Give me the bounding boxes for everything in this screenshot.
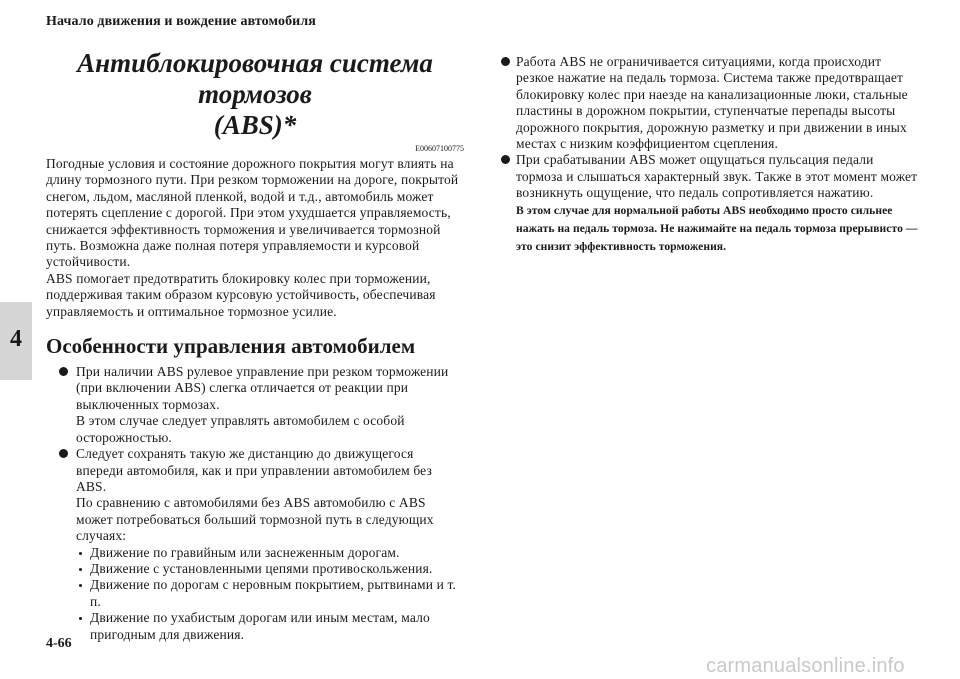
cases-list (76, 545, 464, 643)
bullet-icon (501, 57, 510, 66)
bullet-icon (59, 367, 68, 376)
section-tab-number: 4 (10, 326, 22, 352)
case-item: Движение по гравийным или заснеженным дорогам. (76, 545, 464, 561)
case-item: Движение с установленными цепями противоскольжения. (76, 561, 464, 577)
bullet-text: Работа ABS не ограничивается ситуациями, когда происходит резкое нажатие на педаль тормоза. Система также предотвращает блокировку колес при наезде на канализационные люки, стальные пластины в дорожном покрытии, ступенчатые перепады высоты дорожного покрытия, дорожную разметку и при движении в иных местах с низким коэффициентом сцепления. (516, 54, 908, 152)
left-column (46, 48, 464, 643)
page-title (46, 48, 464, 141)
bullet-icon (501, 155, 510, 164)
right-column (500, 54, 920, 257)
case-item: Движение по ухабистым дорогам или иным местам, мало пригодным для движения. (76, 610, 464, 643)
bullet-icon (59, 449, 68, 458)
page-number: 4-66 (46, 636, 72, 651)
list-item (500, 54, 920, 152)
intro-paragraph-1: Погодные условия и состояние дорожного покрытия могут влиять на длину тормозного пути. При резком торможении на дороге, покрытой снегом, льдом, масляной пленкой, водой и т.д., автомобиль может потерять сцепление с дорогой. При этом ухудшается управляемость, снижается эффективность торможения и увеличивается тормозной путь. Возможна даже полная потеря управляемости и курсовой устойчивости. (46, 156, 459, 270)
list-item (500, 152, 920, 256)
section-heading: Особенности управления автомобилем (46, 334, 416, 359)
bullet-text: Следует сохранять такую же дистанцию до движущегося впереди автомобиля, как и при управлении автомобилем без ABS. (76, 446, 432, 494)
bullet-text: При срабатывании ABS может ощущаться пульсация педали тормоза и слышаться характерный звук. Также в этот момент может возникнуть ощущение, что педаль сопротивляется нажатию. (516, 152, 918, 201)
case-item: Движение по дорогам с неровным покрытием, рытвинами и т. п. (76, 577, 464, 610)
list-item (46, 446, 464, 643)
intro-paragraph-2: ABS помогает предотвратить блокировку колес при торможении, поддерживая таким образом курсовую устойчивость, обеспечивая управляемость и оптимальное тормозное усилие. (46, 270, 436, 319)
page-title-line-2: (ABS)* (213, 110, 297, 140)
page-title-line-1: Антиблокировочная система тормозов (77, 48, 433, 109)
bullet-text-continued: В этом случае следует управлять автомобилем с особой осторожностью. (76, 413, 405, 445)
watermark: carmanualsonline.info (706, 655, 905, 677)
running-header: Начало движения и вождение автомобиля (46, 14, 316, 29)
bullet-text-continued: По сравнению с автомобилями без ABS автомобилю с ABS может потребоваться больший тормозной путь в следующих случаях: (76, 495, 434, 544)
document-code: E00607100775 (415, 144, 464, 153)
list-item (46, 364, 464, 446)
bold-note: В этом случае для нормальной работы ABS необходимо просто сильнее нажать на педаль тормоза. Не нажимайте на педаль тормоза прерывисто — это снизит эффективность торможения. (516, 203, 918, 254)
bullet-text: При наличии ABS рулевое управление при резком торможении (при включении ABS) слегка отличается от реакции при выключенных тормозах. (76, 364, 449, 412)
